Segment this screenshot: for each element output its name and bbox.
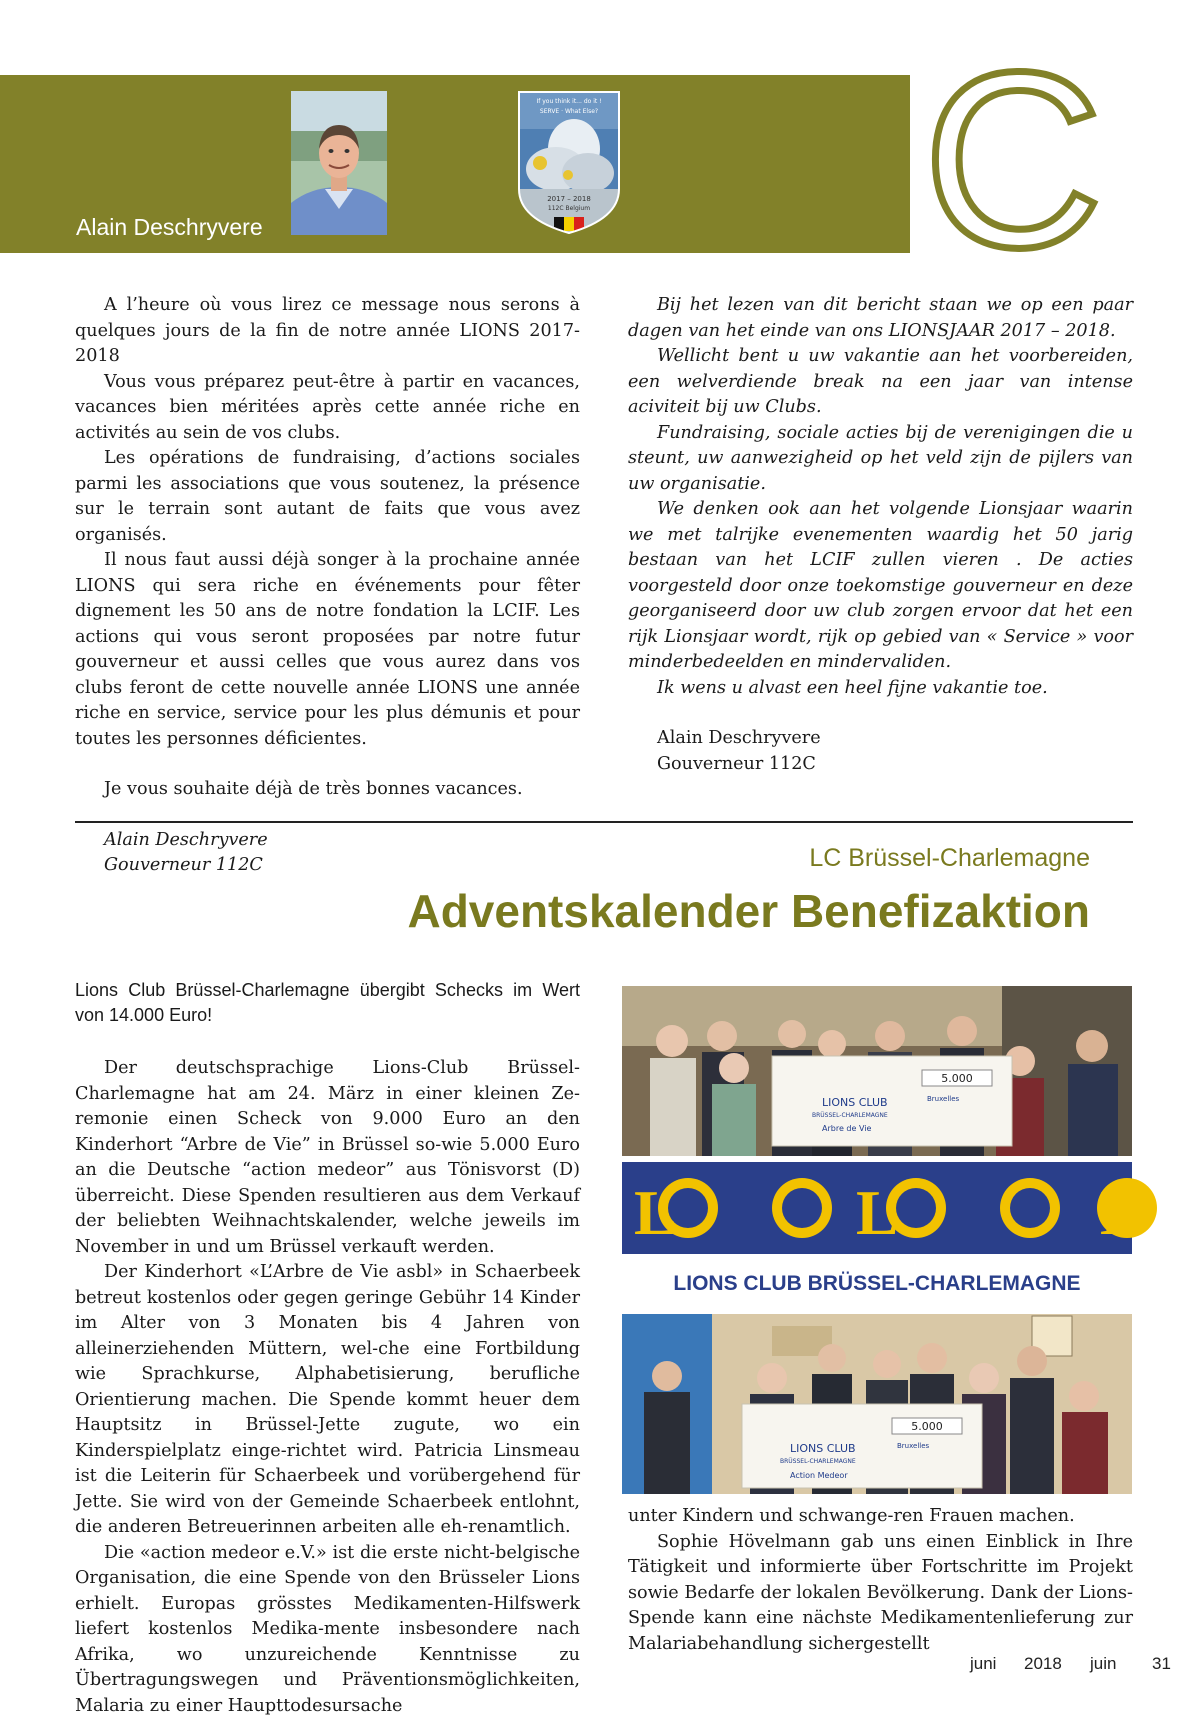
emblem-line-1: If you think it... do it ! — [536, 98, 601, 105]
portrait-illustration — [291, 91, 387, 235]
dutch-paragraph: Ik wens u alvast een heel fijne vakantie toe. — [628, 676, 1133, 702]
french-signature-name: Alain Deschryvere — [75, 828, 580, 854]
dutch-paragraph: Wellicht bent u uw vakantie aan het voorbereiden, een welverdiende break na een jaar van intense aciviteit bij uw Clubs. — [628, 344, 1133, 421]
french-paragraph: Il nous faut aussi déjà songer à la prochaine année LIONS qui sera riche en événements pour fêter dignement les 50 ans de notre fondation la LCIF. Les actions qui vous seront proposées par notre futur gouverneur et aussi celles que vous aurez dans vos clubs feront de cette nouvelle année LIONS une année riche en service, service pour les plus démunis et pour toutes les personnes déficientes. — [75, 548, 580, 752]
cheque-top-sub: BRÜSSEL-CHARLEMAGNE — [812, 1112, 888, 1119]
cheque-top-club: LIONS CLUB — [822, 1096, 888, 1109]
footer-year: 2018 — [1024, 1654, 1062, 1674]
french-signature-title: Gouverneur 112C — [75, 853, 580, 879]
dutch-message — [628, 293, 1133, 777]
group-photo-top — [622, 986, 1132, 1156]
french-paragraph: Les opérations de fundraising, d’actions sociales parmi les associations que vous soutenez, la présence sur le terrain sont autant de faits que vous avez organisés. — [75, 446, 580, 548]
emblem-line-3: 2017 – 2018 — [547, 195, 591, 203]
collage-graphic — [622, 986, 1132, 1494]
french-paragraph: Vous vous préparez peut-être à partir en vacances, vacances bien méritées après cette année riche en activités au sein de vos clubs. — [75, 370, 580, 447]
dutch-paragraph: We denken ook aan het volgende Lionsjaar waarin we met talrijke evenementen waardig het 50 jarig bestaan van het LCIF zullen vieren . De acties voorgesteld door onze toekomstige gouverneur en deze georganiseerd door uw club zorgen ervoor dat het een rijk Lionsjaar wordt, rijk op gebied van « Service » voor minderbedeelden en mindervaliden. — [628, 497, 1133, 676]
cheque-bottom-place: Bruxelles — [897, 1442, 930, 1450]
french-paragraph: Je vous souhaite déjà de très bonnes vacances. — [75, 777, 580, 803]
dutch-signature-title: Gouverneur 112C — [628, 752, 1133, 778]
french-message — [75, 293, 580, 879]
big-letter-c: C — [923, 20, 1104, 299]
article-headline: Adventskalender Benefizaktion — [407, 884, 1090, 938]
article-left-column — [75, 1056, 580, 1719]
article-paragraph: Die «action medeor e.V.» ist die erste nicht-belgische Organisation, die eine Spende von den Brüsseler Lions erhielt. Europas grösstes Medikamenten-Hilfswerk liefert kostenlos Medika-mente insbesondere nach Afrika, wo unzureichende Kenntnisse zu Übertragungswegen und Präventionsmöglichkeiten, Malaria zu einer Haupttodesursache — [75, 1541, 580, 1719]
section-divider — [75, 821, 1133, 823]
cheque-top-place: Bruxelles — [927, 1095, 960, 1103]
photo-collage — [622, 986, 1132, 1494]
article-paragraph: Der Kinderhort «L’Arbre de Vie asbl» in Schaerbeek betreut kostenlos oder gegen geringe Gebühr 14 Kinder im Alter von 3 Monaten bis 4 Jahren von alleinerziehenden Müttern, wel-che eine Fortbildung wie Sprachkurse, Alphabetisierung, berufliche Orientierung machen. Die Spende kommt heuer dem Hauptsitz in Brüssel-Jette zugute, wo ein Kinderspielplatz einge-richtet wird. Patricia Linsmeau ist die Leiterin für Schaerbeek und vorübergehend für Jette. Sie wird von der Gemeinde Schaerbeek entlohnt, die anderen Betreuerinnen arbeiten alle eh-renamtlich. — [75, 1260, 580, 1541]
article-lead: Lions Club Brüssel-Charlemagne übergibt Schecks im Wert von 14.000 Euro! — [75, 978, 580, 1028]
lions-club-banner — [622, 1162, 1157, 1308]
lions-logo-letter: L — [856, 1177, 899, 1248]
emblem-graphic — [516, 89, 622, 236]
lions-banner-text: LIONS CLUB BRÜSSEL-CHARLEMAGNE — [673, 1272, 1080, 1295]
cheque-top-payee: Arbre de Vie — [822, 1124, 871, 1133]
cheque-bottom-amount: 5.000 — [911, 1420, 943, 1433]
footer-month-fr: juin — [1090, 1654, 1116, 1674]
lions-logo-letter: L — [1100, 1177, 1143, 1248]
cheque-top-amount: 5.000 — [941, 1072, 973, 1085]
cheque-bottom-payee: Action Medeor — [790, 1471, 848, 1480]
article-paragraph: Der deutschsprachige Lions-Club Brüssel-Charlemagne hat am 24. März in einer kleinen Ze-remonie einen Scheck von 9.000 Euro an den Kinderhort “Arbre de Vie” in Brüssel so-wie 5.000 Euro an die Deutsche “action medeor” aus Tönisvorst (D) überreicht. Diese Spenden resultieren aus dem Verkauf der beliebten Weihnachtskalender, welche jeweils im November in und um Brüssel verkauft werden. — [75, 1056, 580, 1260]
french-paragraph: A l’heure où vous lirez ce message nous serons à quelques jours de la fin de notre année LIONS 2017-2018 — [75, 293, 580, 370]
district-emblem — [516, 89, 622, 236]
district-letter — [925, 66, 1105, 256]
article-paragraph: unter Kindern und schwange-ren Frauen machen. — [628, 1504, 1133, 1530]
emblem-line-2: SERVE · What Else? — [540, 108, 598, 115]
article-kicker: LC Brüssel-Charlemagne — [809, 844, 1090, 873]
page-number: 31 — [1152, 1654, 1171, 1674]
dutch-signature-name: Alain Deschryvere — [628, 726, 1133, 752]
group-photo-bottom — [622, 1314, 1132, 1494]
cheque-bottom-club: LIONS CLUB — [790, 1442, 856, 1455]
dutch-paragraph: Bij het lezen van dit bericht staan we op een paar dagen van het einde van ons LIONSJAAR 2017 – 2018. — [628, 293, 1133, 344]
emblem-line-4: 112C Belgium — [548, 205, 590, 212]
cheque-bottom-sub: BRÜSSEL-CHARLEMAGNE — [780, 1458, 856, 1465]
article-right-column — [628, 1504, 1133, 1657]
author-portrait — [291, 91, 387, 235]
footer-month-de: juni — [970, 1654, 996, 1674]
lions-logo-letter: L — [634, 1177, 677, 1248]
author-name: Alain Deschryvere — [76, 214, 263, 241]
article-paragraph: Sophie Hövelmann gab uns einen Einblick in Ihre Tätigkeit und informierte über Fortschritte im Projekt sowie Bedarfe der lokalen Bevölkerung. Dank der Lions-Spende kann eine nächste Medikamentenlieferung zur Malariabehandlung sichergestellt — [628, 1530, 1133, 1658]
dutch-paragraph: Fundraising, sociale acties bij de verenigingen die u steunt, uw aanwezigheid op het veld zijn de pijlers van uw organisatie. — [628, 421, 1133, 498]
